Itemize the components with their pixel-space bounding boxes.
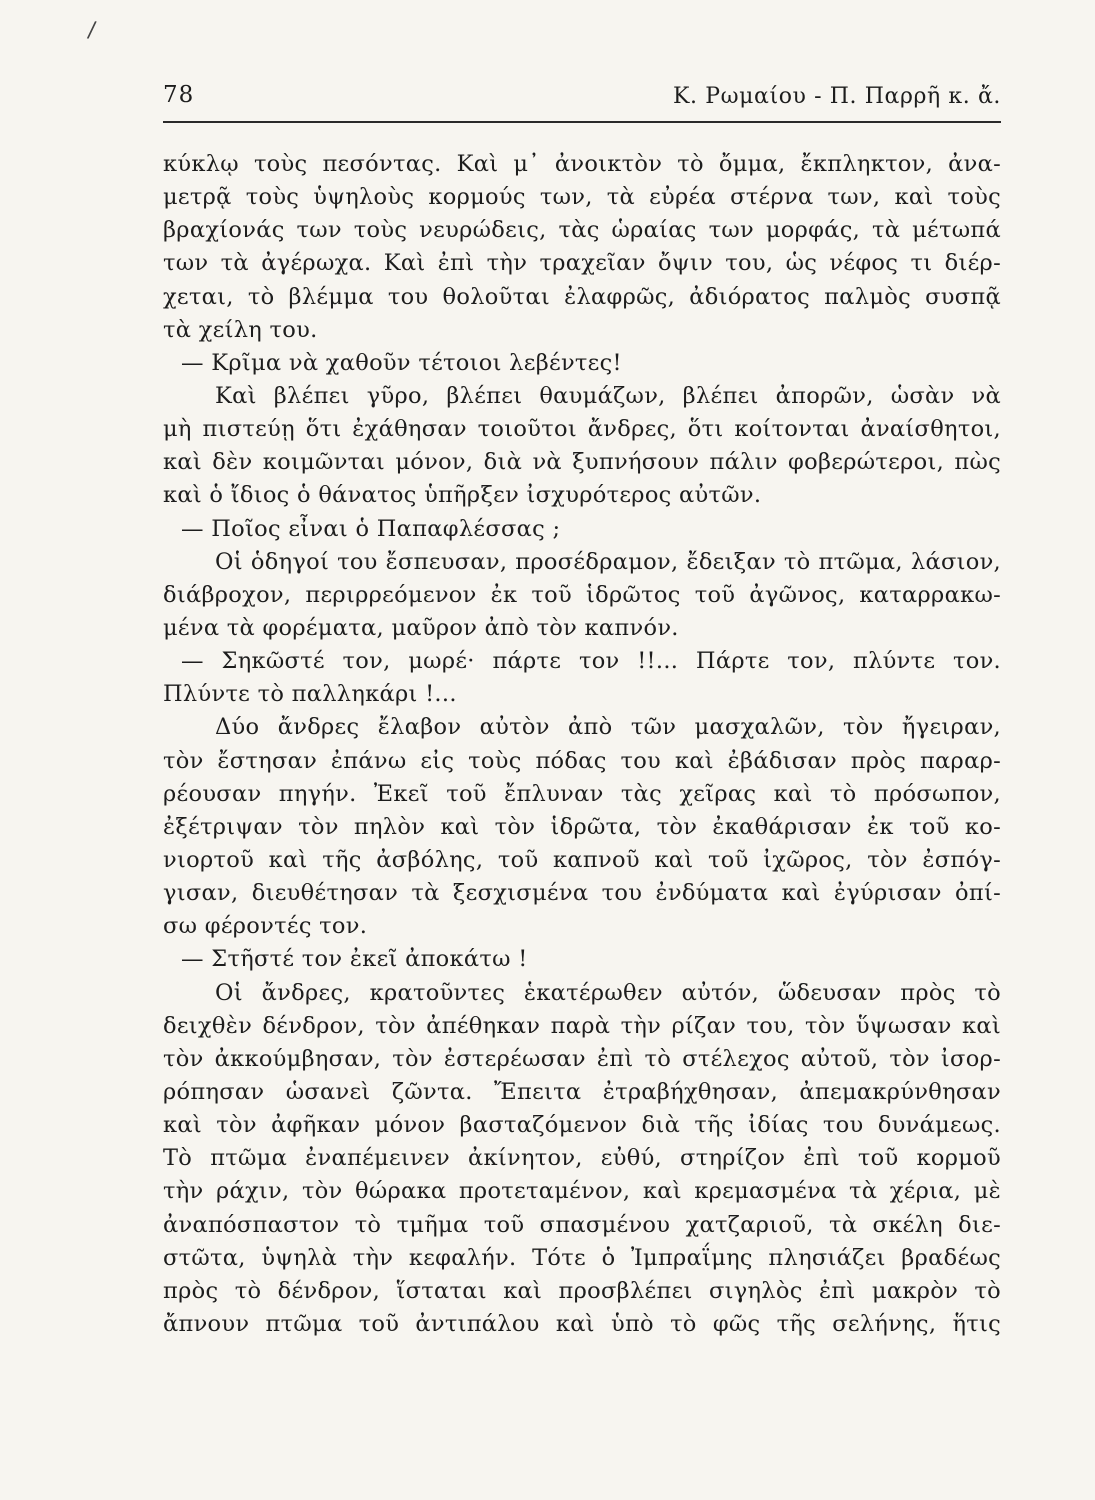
text-line: καὶ τὸν ἀφῆκαν μόνον βασταζόμενον διὰ τῆς ἰδίας του δυνάμεως. (163, 1112, 1001, 1139)
header-rule (163, 121, 1001, 123)
text-line: δειχθὲν δένδρον, τὸν ἀπέθηκαν παρὰ τὴν ρίζαν του, τὸν ὕψωσαν καὶ (163, 1012, 1001, 1039)
text-line: μὴ πιστεύῃ ὅτι ἐχάθησαν τοιοῦτοι ἄνδρες, ὅτι κοίτονται ἀναίσθητοι, (163, 416, 1001, 443)
text-line: Οἱ ὁδηγοί του ἔσπευσαν, προσέδραμον, ἔδειξαν τὸ πτῶμα, λάσιον, (215, 548, 1001, 575)
text-line: στῶτα, ὑψηλὰ τὴν κεφαλήν. Τότε ὁ Ἰμπραΐμης πλησιάζει βραδέως (163, 1244, 1001, 1271)
text-line: καὶ ὁ ἴδιος ὁ θάνατος ὑπῆρξεν ἰσχυρότερος αὐτῶν. (163, 482, 762, 509)
page-number: 78 (163, 82, 195, 108)
text-line: σω φέροντές τον. (163, 913, 368, 940)
body-text (163, 148, 1001, 1341)
text-line: τὸν ἔστησαν ἐπάνω εἰς τοὺς πόδας του καὶ ἐβάδισαν πρὸς παραρ- (163, 747, 1001, 774)
text-line: βραχίονάς των τοὺς νευρώδεις, τὰς ὡραίας των μορφάς, τὰ μέτωπά (163, 217, 1001, 244)
text-line: κύκλῳ τοὺς πεσόντας. Καὶ μ᾽ ἀνοικτὸν τὸ ὄμμα, ἔκπληκτον, ἀνα- (163, 151, 1001, 177)
dialogue-line: — Ποῖος εἶναι ὁ Παπαφλέσσας ; (181, 515, 561, 542)
text-line: Τὸ πτῶμα ἐναπέμεινεν ἀκίνητον, εὐθύ, στηρίζον ἐπὶ τοῦ κορμοῦ (163, 1145, 1001, 1172)
text-line: πρὸς τὸ δένδρον, ἵσταται καὶ προσβλέπει σιγηλὸς ἐπὶ μακρὸν τὸ (163, 1277, 1001, 1304)
dialogue-line: — Σηκῶστέ τον, μωρέ· πάρτε τον !!... Πάρτε τον, πλύντε τον. (181, 648, 1001, 675)
text-line: Οἱ ἄνδρες, κρατοῦντες ἑκατέρωθεν αὐτόν, ὥδευσαν πρὸς τὸ (215, 979, 1001, 1006)
text-line: γισαν, διευθέτησαν τὰ ξεσχισμένα του ἐνδύματα καὶ ἐγύρισαν ὀπί- (163, 880, 1001, 907)
text-line: νιορτοῦ καὶ τῆς ἀσβόλης, τοῦ καπνοῦ καὶ τοῦ ἰχῶρος, τὸν ἐσπόγ- (163, 846, 1001, 873)
text-line: ἀναπόσπαστον τὸ τμῆμα τοῦ σπασμένου χατζαριοῦ, τὰ σκέλη διε- (163, 1211, 1001, 1238)
text-line: τὰ χείλη του. (163, 316, 318, 343)
running-head: Κ. Ρωμαίου - Π. Παρρῆ κ. ἄ. (672, 84, 1001, 109)
text-line: καὶ δὲν κοιμῶνται μόνον, διὰ νὰ ξυπνήσουν πάλιν φοβερώτεροι, πὼς (163, 449, 1001, 476)
margin-pencil-mark: / (86, 17, 98, 44)
text-line: τὸν ἀκκούμβησαν, τὸν ἐστερέωσαν ἐπὶ τὸ στέλεχος αὐτοῦ, τὸν ἰσορ- (163, 1045, 1001, 1072)
page-header (163, 82, 1001, 116)
text-line: Δύο ἄνδρες ἔλαβον αὐτὸν ἀπὸ τῶν μασχαλῶν, τὸν ἤγειραν, (215, 714, 1001, 741)
text-line: μετρᾷ τοὺς ὑψηλοὺς κορμούς των, τὰ εὐρέα στέρνα των, καὶ τοὺς (163, 184, 1001, 211)
text-line: των τὰ ἀγέρωχα. Καὶ ἐπὶ τὴν τραχεῖαν ὄψιν του, ὡς νέφος τι διέρ- (163, 250, 1001, 277)
text-line: μένα τὰ φορέματα, μαῦρον ἀπὸ τὸν καπνόν. (163, 614, 679, 641)
text-line: χεται, τὸ βλέμμα του θολοῦται ἐλαφρῶς, ἀδιόρατος παλμὸς συσπᾷ (163, 283, 1001, 310)
text-line: Καὶ βλέπει γῦρο, βλέπει θαυμάζων, βλέπει ἀπορῶν, ὡσὰν νὰ (215, 382, 1001, 409)
text-line: τὴν ράχιν, τὸν θώρακα προτεταμένον, καὶ κρεμασμένα τὰ χέρια, μὲ (163, 1178, 1001, 1205)
text-line: ρέουσαν πηγήν. Ἐκεῖ τοῦ ἔπλυναν τὰς χεῖρας καὶ τὸ πρόσωπον, (163, 780, 1001, 807)
text-line: Πλύντε τὸ παλληκάρι !... (163, 681, 457, 708)
text-line: διάβροχον, περιρρεόμενον ἐκ τοῦ ἱδρῶτος τοῦ ἀγῶνος, καταρρακω- (163, 581, 1001, 608)
text-line: ἐξέτριψαν τὸν πηλὸν καὶ τὸν ἱδρῶτα, τὸν ἐκαθάρισαν ἐκ τοῦ κο- (163, 813, 1001, 840)
dialogue-line: — Στῆστέ τον ἐκεῖ ἀποκάτω ! (181, 946, 528, 973)
text-line: ἄπνουν πτῶμα τοῦ ἀντιπάλου καὶ ὑπὸ τὸ φῶς τῆς σελήνης, ἥτις (163, 1310, 1001, 1337)
text-line: ρόπησαν ὡσανεὶ ζῶντα. Ἔπειτα ἐτραβήχθησαν, ἀπεμακρύνθησαν (163, 1078, 1001, 1105)
dialogue-line: — Κρῖμα νὰ χαθοῦν τέτοιοι λεβέντες! (181, 349, 622, 376)
